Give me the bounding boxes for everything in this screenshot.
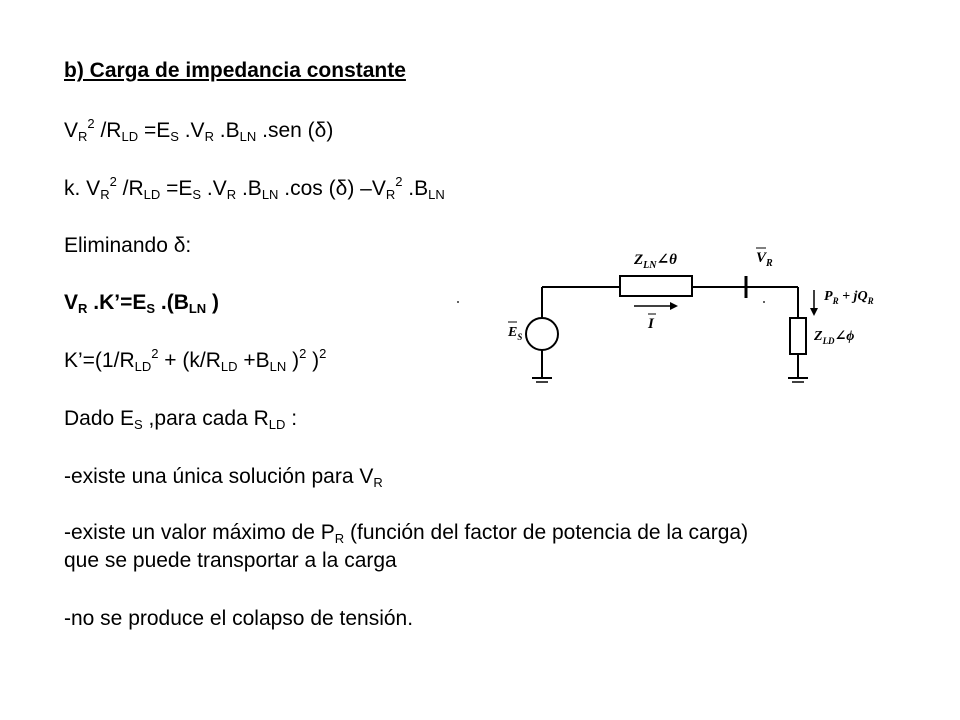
current-label: I bbox=[648, 316, 654, 332]
svg-text:ES: $E_S$ bbox=[508, 325, 523, 342]
eliminando-text: Eliminando δ: bbox=[64, 234, 192, 257]
equation-1: $V_R^2$ $/R_{LD} =E_S$ $.V_R$ $.B_{LN}$ .sen (δ) bbox=[64, 116, 334, 144]
bullet-max-power-cont: que se puede transportar a la carga bbox=[64, 549, 397, 572]
stray-dot bbox=[763, 301, 765, 303]
dado-text: Dado $E_S$ ,para cada $R_{LD}$ : bbox=[64, 407, 298, 432]
svg-text:ZLD∠ϕ: $Z_{LD}\angle\phi$ bbox=[814, 329, 855, 346]
line-impedance bbox=[620, 276, 692, 296]
stray-dot bbox=[457, 301, 459, 303]
zld-label: Z bbox=[814, 329, 823, 344]
power-label: P bbox=[824, 289, 833, 304]
vr-label: V bbox=[756, 250, 767, 266]
es-label: E bbox=[508, 325, 518, 340]
equation-4: $K’=(1/R_{LD}^2 + (k/R_{LD} +B_{LN}$ )$^2$ )$^2$ bbox=[64, 346, 327, 374]
bullet-max-power: -existe un valor máximo de $P_R$ (función del factor de potencia de la carga) bbox=[64, 521, 749, 546]
equation-2: k. $V_R^2$ $/R_{LD} =E_S$ $.V_R$ $.B_{LN}$ .cos (δ) $-V_R^2$ $.B_{LN}$ bbox=[64, 174, 445, 202]
zln-label: Z bbox=[634, 252, 644, 268]
svg-text:VR: $V_R$ bbox=[756, 250, 773, 269]
source-circle bbox=[526, 318, 558, 350]
section-title: b) Carga de impedancia constante bbox=[64, 59, 406, 82]
bullet-no-collapse: -no se produce el colapso de tensión. bbox=[64, 607, 414, 630]
svg-text:PR + jQR: $P_R + jQ_R$ bbox=[824, 289, 874, 306]
circuit-diagram bbox=[456, 232, 896, 392]
load-impedance bbox=[790, 318, 806, 354]
equation-3: $V_R$ $.K’=E_S$ $.(B_{LN}$ ) bbox=[64, 291, 220, 316]
svg-text:ZLN∠θ: $Z_{LN}\angle\theta$ bbox=[634, 252, 677, 271]
bullet-unique-solution: -existe una única solución para $V_R$ bbox=[64, 465, 383, 490]
